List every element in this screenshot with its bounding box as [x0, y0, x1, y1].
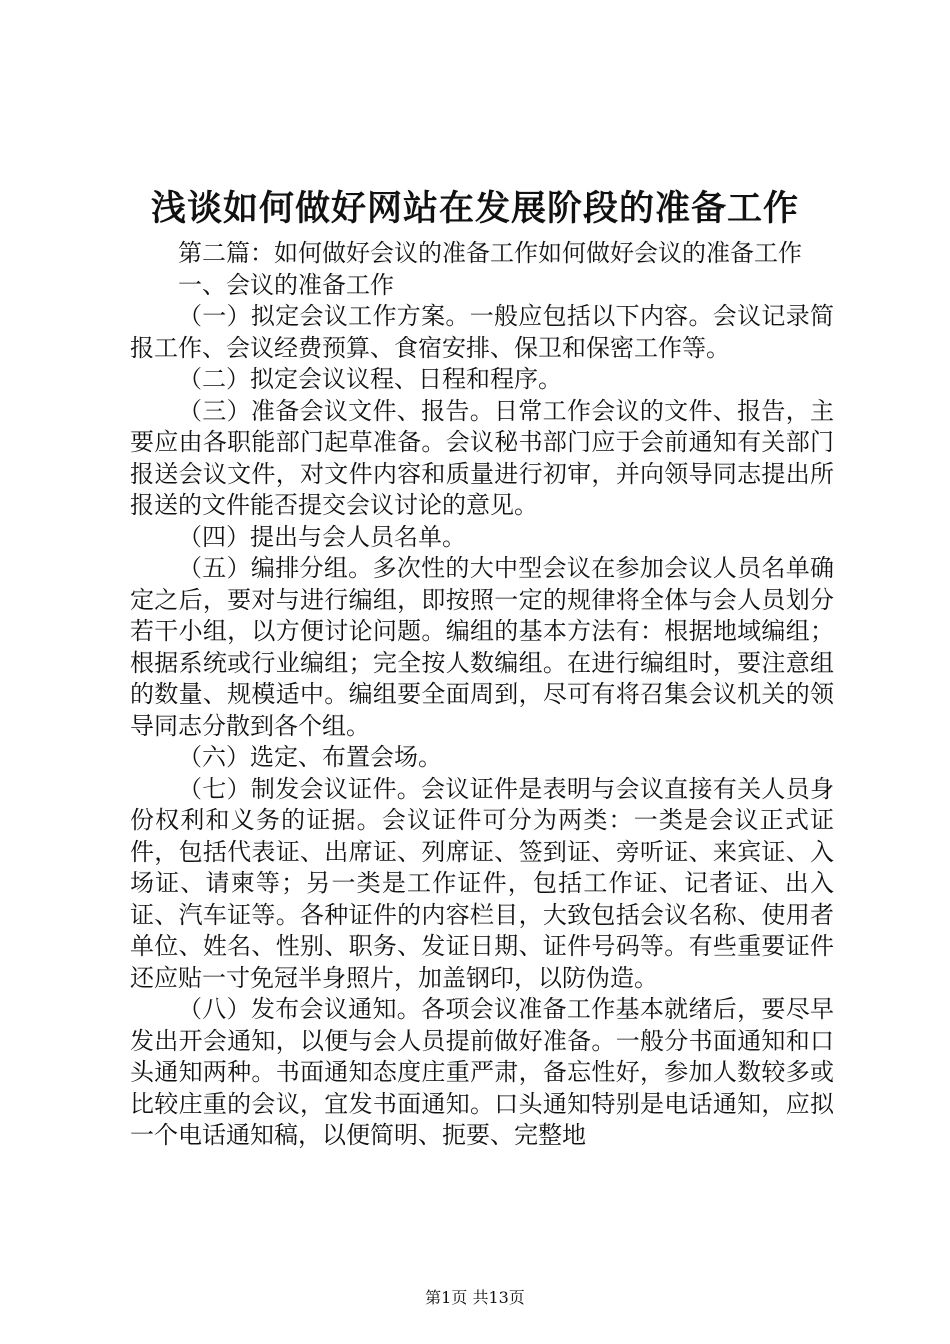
paragraph-item-8: （八）发布会议通知。各项会议准备工作基本就绪后，要尽早发出开会通知，以便与会人员提前做好准备。一般分书面通知和口头通知两种。书面通知态度庄重严肃，备忘性好，参加人数较多或比较庄重的会议，宜发书面通知。口头通知特别是电话通知，应拟一个电话通知稿，以便简明、扼要、完整地	[130, 995, 834, 1149]
page-indicator: 第1页 共13页	[425, 1288, 525, 1307]
paragraph-item-5: （五）编排分组。多次性的大中型会议在参加会议人员名单确定之后，要对与进行编组，即按照一定的规律将全体与会人员划分若干小组，以方便讨论问题。编组的基本方法有：根据地域编组；根据系统或行业编组；完全按人数编组。在进行编组时，要注意组的数量、规模适中。编组要全面周到，尽可有将召集会议机关的领导同志分散到各个组。	[130, 554, 834, 740]
paragraph-section-heading: 第二篇：如何做好会议的准备工作如何做好会议的准备工作	[178, 239, 802, 267]
paragraph-item-7: （七）制发会议证件。会议证件是表明与会议直接有关人员身份权利和义务的证据。会议证件可分为两类：一类是会议正式证件，包括代表证、出席证、列席证、签到证、旁听证、来宾证、入场证、请柬等；另一类是工作证件，包括工作证、记者证、出入证、汽车证等。各种证件的内容栏目，大致包括会议名称、使用者单位、姓名、性别、职务、发证日期、证件号码等。有些重要证件还应贴一寸免冠半身照片，加盖钢印，以防伪造。	[130, 774, 834, 992]
paragraph-item-3: （三）准备会议文件、报告。日常工作会议的文件、报告，主要应由各职能部门起草准备。会议秘书部门应于会前通知有关部门报送会议文件，对文件内容和质量进行初审，并向领导同志提出所报送的文件能否提交会议讨论的意见。	[130, 396, 834, 519]
paragraph-item-6: （六）选定、布置会场。	[178, 743, 442, 771]
document-title: 浅谈如何做好网站在发展阶段的准备工作	[150, 188, 799, 229]
paragraph-item-4: （四）提出与会人员名单。	[178, 522, 466, 551]
document-body	[130, 238, 834, 1152]
paragraph-item-2: （二）拟定会议议程、日程和程序。	[178, 365, 562, 393]
paragraph-item-1: （一）拟定会议工作方案。一般应包括以下内容。会议记录简报工作、会议经费预算、食宿安排、保卫和保密工作等。	[130, 302, 834, 362]
paragraph-part-one-heading: 一、会议的准备工作	[178, 270, 394, 299]
